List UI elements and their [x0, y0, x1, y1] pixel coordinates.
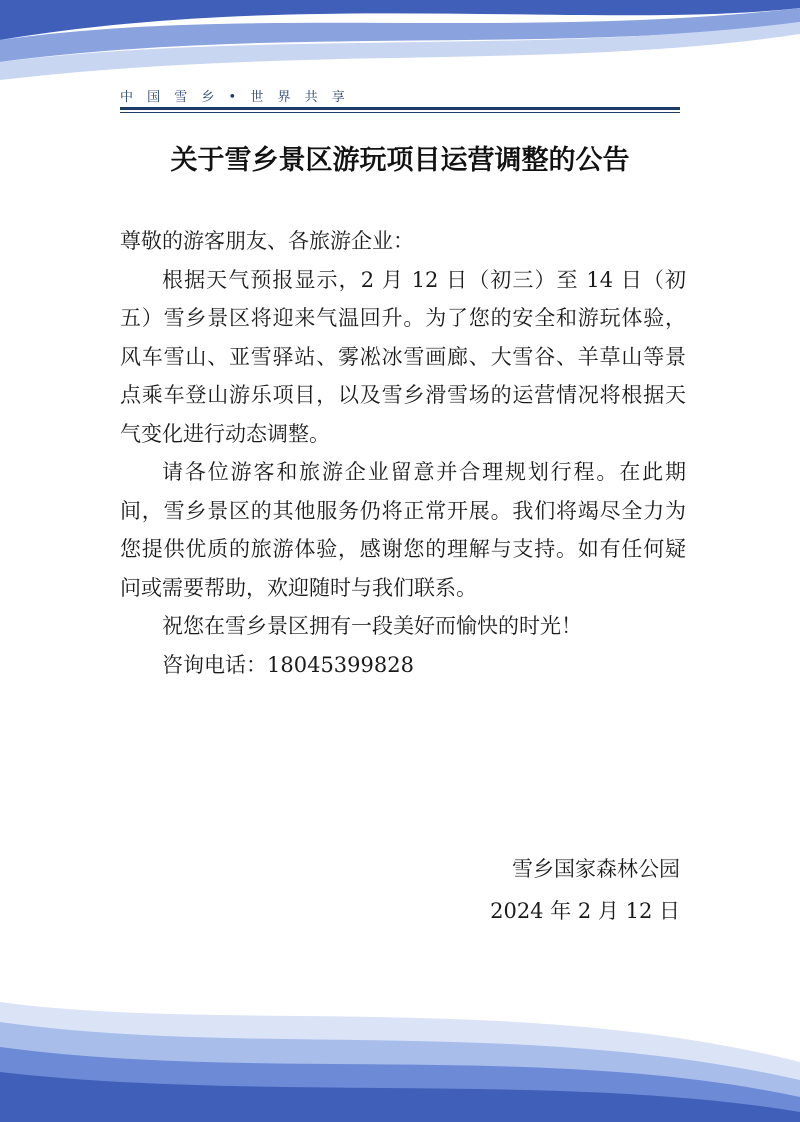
bottom-wave-dark — [0, 1072, 800, 1122]
bottom-wave-mid — [0, 1047, 800, 1122]
bottom-wave-mid-light — [0, 1022, 800, 1122]
bottom-wave-decoration — [0, 962, 800, 1122]
header-slogan: 中 国 雪 乡 • 世 界 共 享 — [120, 90, 350, 105]
signature-date: 2024 年 2 月 12 日 — [490, 899, 680, 923]
signature-block — [490, 848, 680, 932]
paragraph-weather: 根据天气预报显示，2 月 12 日（初三）至 14 日（初五）雪乡景区将迎来气温回升。为了您的安全和游玩体验，风车雪山、亚雪驿站、雾凇冰雪画廊、大雪谷、羊草山等景点乘车登山游乐项目，以及雪乡滑雪场的运营情况将根据天气变化进行动态调整。 — [120, 267, 686, 446]
phone-line: 咨询电话：18045399828 — [162, 652, 414, 677]
closing-wish: 祝您在雪乡景区拥有一段美好而愉快的时光！ — [162, 614, 582, 638]
paragraph-services: 请各位游客和旅游企业留意并合理规划行程。在此期间，雪乡景区的其他服务仍将正常开展。我们将竭尽全力为您提供优质的旅游体验，感谢您的理解与支持。如有任何疑问或需要帮助，欢迎随时与我们联系。 — [120, 460, 686, 600]
header-rule-thick — [120, 107, 680, 110]
notice-title: 关于雪乡景区游玩项目运营调整的公告 — [170, 145, 630, 176]
header-rule-thin — [120, 112, 680, 113]
top-wave-light — [0, 22, 800, 80]
top-wave-mid — [0, 8, 800, 62]
top-wave-dark — [0, 0, 800, 40]
notice-body — [120, 222, 686, 684]
bottom-wave-light — [0, 1002, 800, 1122]
salutation: 尊敬的游客朋友、各旅游企业： — [120, 229, 414, 253]
signature-organization: 雪乡国家森林公园 — [512, 857, 680, 881]
